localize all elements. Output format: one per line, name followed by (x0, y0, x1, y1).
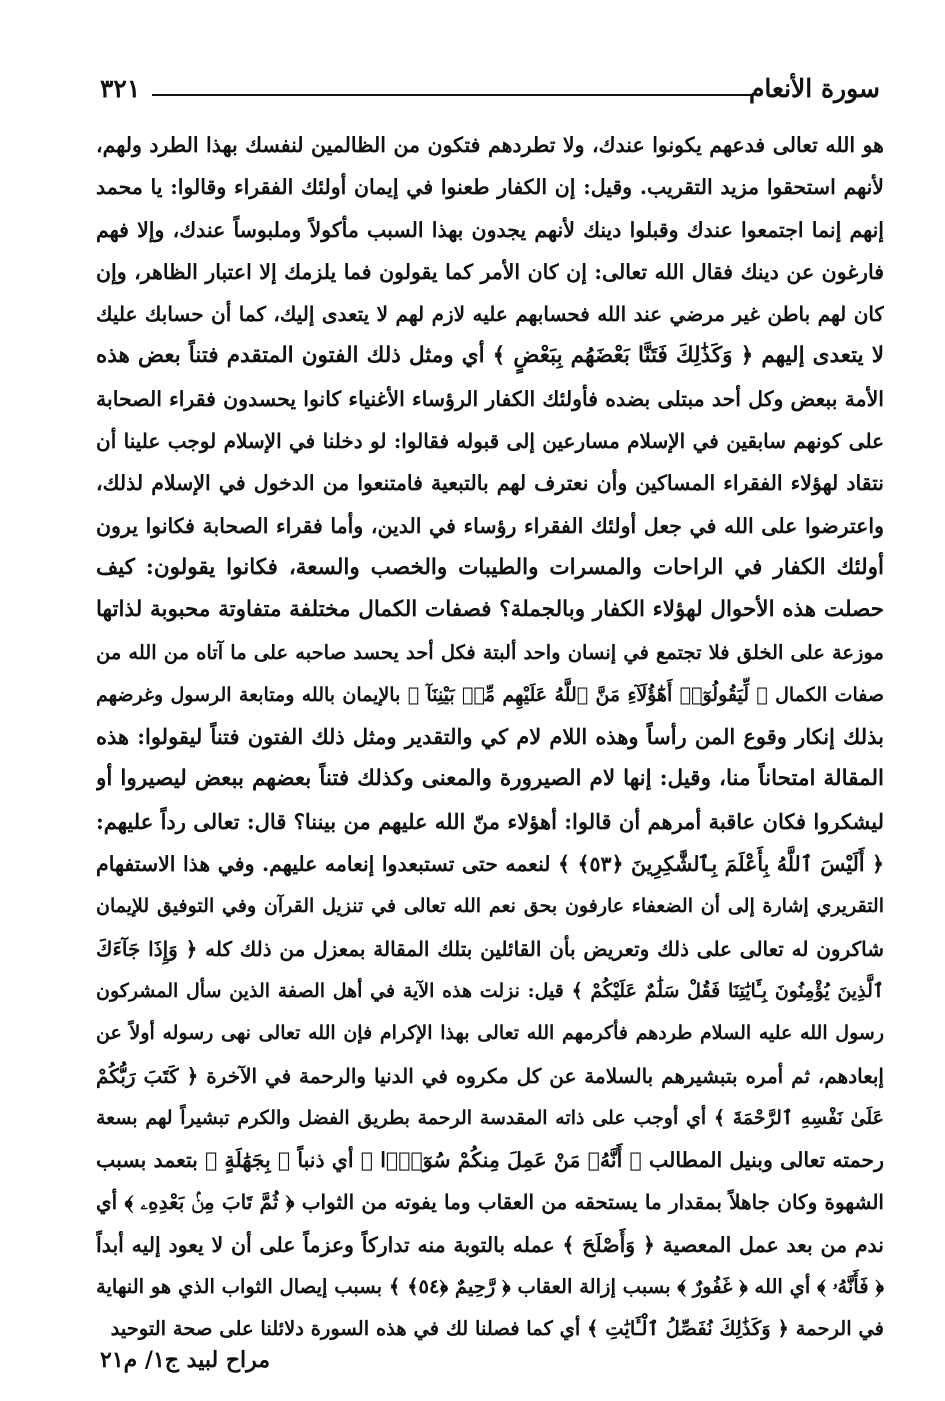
text-line: إبعادهم، ثم أمره بتبشيرهم بالسلامة عن كل مكروه في الدنيا والرحمة في الآخرة ﴿ كَتَبَ رَبُّكُمْ (96, 1063, 884, 1088)
text-line: حصلت هذه الأحوال لهؤلاء الكفار وبالجملة؟ فصفات الكمال مختلفة متفاوتة محبوبة لذاتها (96, 597, 884, 623)
text-line: لأنهم استحقوا مزيد التقريب. وقيل: إن الكفار طعنوا في إيمان أولئك الفقراء وقالوا: يا محمد (96, 175, 884, 200)
text-line: إنهم إنما اجتمعوا عندك وقبلوا دينك لأنهم يجدون بهذا السبب مأكولاً وملبوساً عندك، وإلا فهم (96, 217, 884, 242)
surah-title: سورة الأنعام (748, 74, 880, 103)
text-line: شاكرون له تعالى على ذلك وتعريض بأن القائلين بتلك المقالة بمعزل من ذلك كله ﴿ وَإِذَا جَآءَكَ (96, 936, 884, 961)
text-line: بذلك إنكار وقوع المن رأساً وهذه اللام لام كي والتقدير ومثل ذلك الفتون فتناً ليقولوا: هذه (96, 724, 884, 750)
text-line: عَلَىٰ نَفْسِهِ ٱلرَّحْمَةَ ﴾ أي أوجب على ذاته المقدسة الرحمة بطريق الفضل والكرم تبشيراً لهم بسعة (96, 1106, 884, 1129)
text-line: لا يتعدى إليهم ﴿ وَكَذَٰلِكَ فَتَنَّا بَعْضَهُم بِبَعْضٍ ﴾ أي ومثل ذلك الفتون المتقدم فتناً بعض هذه (96, 343, 884, 369)
page-number: ٣٢١ (100, 74, 141, 103)
text-line: ﴿ فَأَنَّهُۥ ﴾ أي الله ﴿ غَفُورٌ ﴾ بسبب إزالة العقاب ﴿ رَّحِيمٌ ﴿٥٤﴾ ﴾ بسبب إيصال الثواب الذي هو النهاية (96, 1275, 884, 1299)
text-line: المقالة امتحاناً منا، وقيل: إنها لام الصيرورة والمعنى وكذلك فتناً بعضهم ببعض ليصيروا أو (96, 766, 884, 792)
text-line: التقريري إشارة إلى أن الضعفاء عارفون بحق نعم الله تعالى في تنزيل القرآن وفي التوفيق للإيمان (96, 895, 884, 918)
text-line: على كونهم سابقين في الإسلام مسارعين إلى قبوله فقالوا: لو دخلنا في الإسلام لوجب علينا أن (96, 429, 884, 454)
footer-signature: مراح لبيد ج١/ م٢١ (100, 1347, 271, 1373)
text-line: الشهوة وكان جاهلاً بمقدار ما يستحقه من العقاب وما يفوته من الثواب ﴿ ثُمَّ تَابَ مِنۢ بَعْدِهِۦ ﴾ أي (96, 1190, 884, 1215)
text-line: رسول الله عليه السلام طردهم فأكرمهم الله تعالى بهذا الإكرام فإن الله تعالى نهى رسوله أولاً عن (96, 1022, 884, 1045)
text-line: الأمة ببعض وكل أحد مبتلى بضده فأولئك الكفار الرؤساء الأغنياء كانوا يحسدون فقراء الصحابة (96, 386, 884, 411)
text-line: ليشكروا فكان عاقبة أمرهم أن قالوا: أهؤلاء منّ الله عليهم من بيننا؟ قال: تعالى رداً عليهم: (96, 808, 884, 834)
body-text (96, 124, 884, 1351)
text-line: أولئك الكفار في الراحات والمسرات والطيبات والخصب والسعة، فكانوا يقولون: كيف (96, 554, 884, 580)
text-line: موزعة على الخلق فلا تجتمع في إنسان واحد ألبتة فكل أحد يحسد صاحبه على ما آتاه من الله من (96, 640, 884, 664)
text-line: ﴿ أَلَيْسَ ٱللَّهُ بِأَعْلَمَ بِٱلشَّٰكِرِينَ ﴿٥٣﴾ ﴾ لنعمه حتى تستبعدوا إنعامه عليهم. وفي هذا الاستفهام (96, 852, 884, 877)
text-line: في الرحمة ﴿ وَكَذَٰلِكَ نُفَصِّلُ ٱلْـَٔايَٰتِ ﴾ أي كما فصلنا لك في هذه السورة دلائلنا على صحة التوحيد (110, 1317, 884, 1341)
text-line: واعترضوا على الله في جعل أولئك الفقراء رؤساء في الدين، وأما فقراء الصحابة فكانوا يرون (96, 513, 884, 538)
text-line: نتقاد لهؤلاء الفقراء المساكين وأن نعترف لهم بالتبعية فامتنعوا من الدخول في الإسلام لذلك، (96, 471, 884, 496)
text-line: فارغون عن دينك فقال الله تعالى: إن كان الأمر كما يقولون فما يلزمك إلا اعتبار الظاهر، وإن (96, 259, 884, 284)
text-line: ٱلَّذِينَ يُؤْمِنُونَ بِـَٔايَٰتِنَا فَقُلْ سَلَٰمٌ عَلَيْكُمْ ﴾ قيل: نزلت هذه الآية في أهل الصفة الذين سأل المشركون (96, 979, 884, 1002)
page-header (100, 72, 880, 112)
text-line: كان لهم باطن غير مرضي عند الله فحسابهم عليه لازم لهم لا يتعدى إليك، كما أن حسابك عليك (96, 302, 884, 327)
text-line: رحمته تعالى وبنيل المطالب ﴿ أَنَّهُۥ مَنْ عَمِلَ مِنكُمْ سُوٓءًۢا ﴾ أي ذنباً ﴿ بِجَهَٰلَةٍ ﴾ بتعمد بسبب (96, 1148, 884, 1173)
text-line: ندم من بعد عمل المعصية ﴿ وَأَصْلَحَ ﴾ عمله بالتوبة منه تداركاً وعزماً على أن لا يعود إليه أبداً (96, 1232, 884, 1257)
text-line: صفات الكمال ﴿ لِّيَقُولُوٓا۟ أَهَٰٓؤُلَآءِ مَنَّ ٱللَّهُ عَلَيْهِم مِّنۢ بَيْنِنَآ ﴾ بالإيمان بالله ومتابعة الرسول وغرضهم (96, 683, 884, 706)
text-line: هو الله تعالى فدعهم يكونوا عندك، ولا تطردهم فتكون من الظالمين لنفسك بهذا الطرد ولهم، (96, 133, 884, 157)
header-rule (152, 94, 754, 96)
